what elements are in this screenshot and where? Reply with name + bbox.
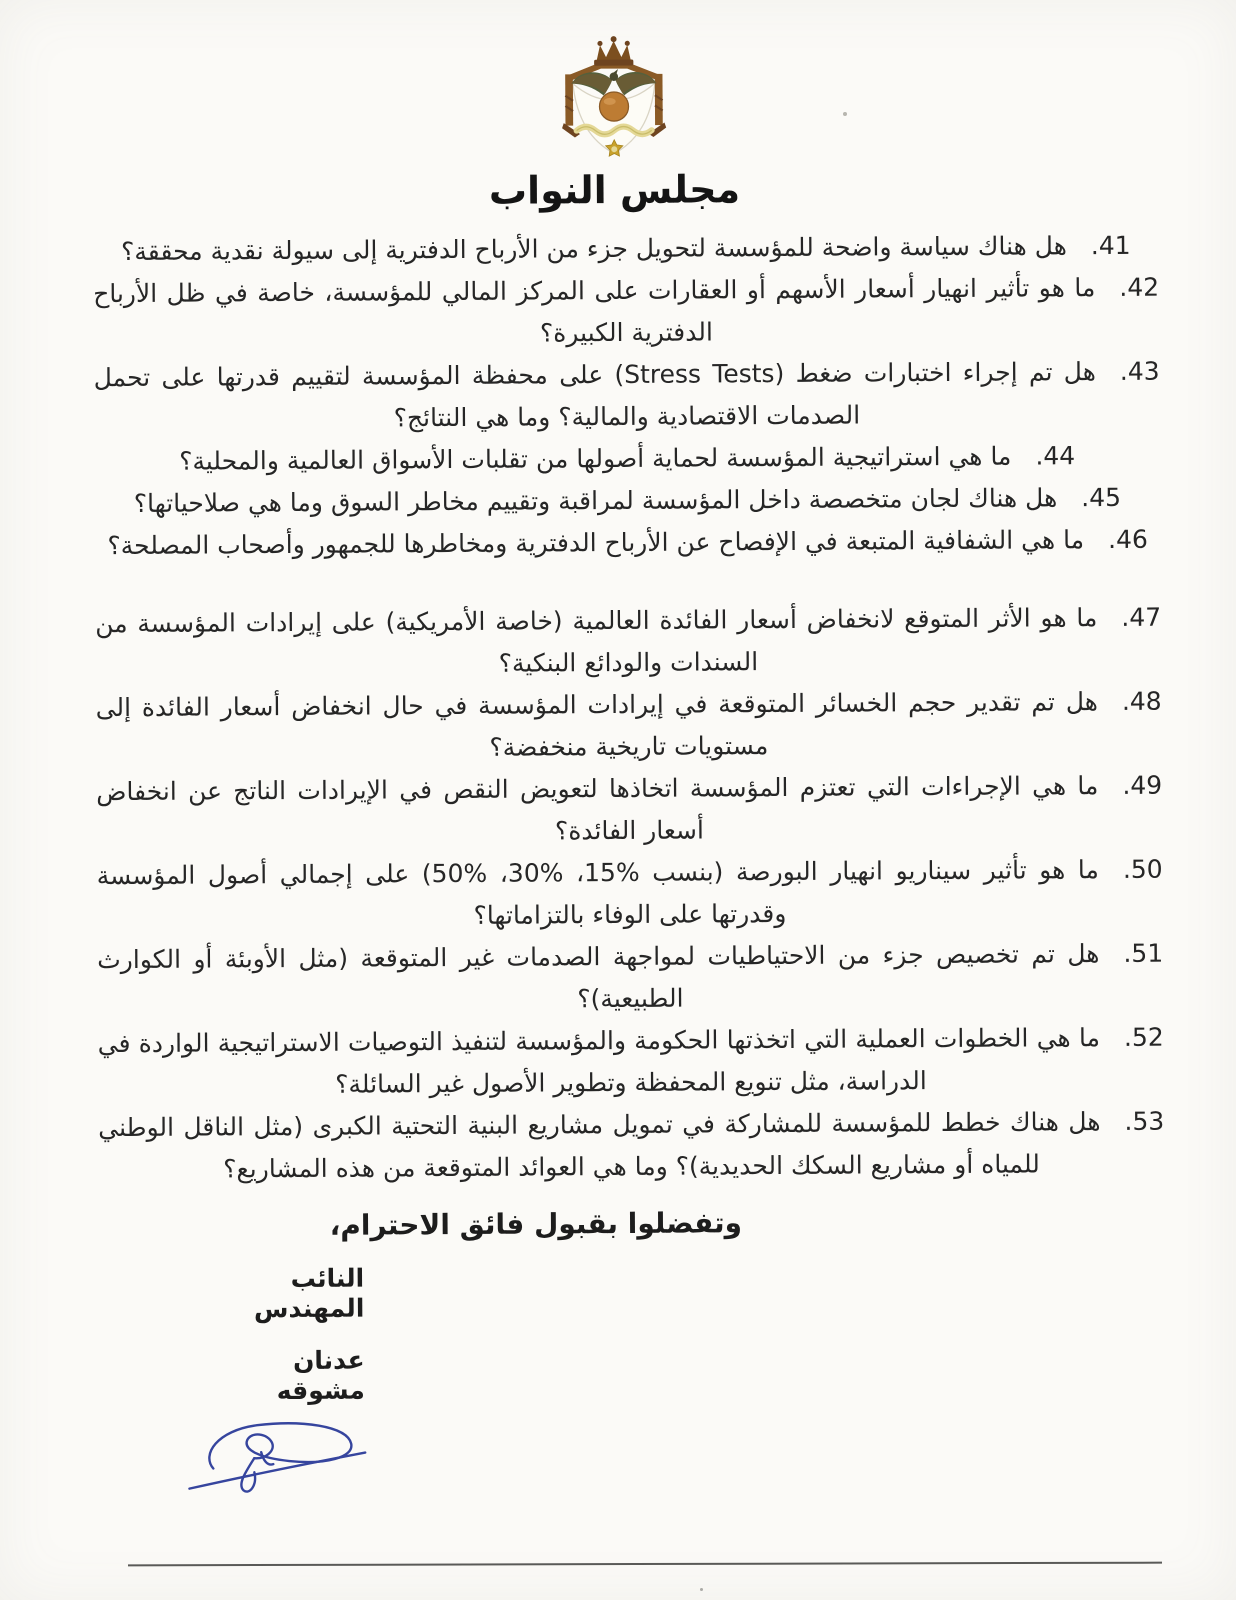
question-number: 52. bbox=[1123, 1022, 1164, 1052]
question-text: ما هي الخطوات العملية التي اتخذتها الحكومة والمؤسسة لتنفيذ التوصيات الاستراتيجية الواردة في الدراسة، مثل تنويع المحفظة وتطوير الأصول غير السائلة؟ bbox=[97, 1023, 1101, 1099]
question-number: 49. bbox=[1122, 770, 1163, 800]
scan-speck bbox=[700, 1588, 703, 1591]
question-text: هل هناك خطط للمؤسسة للمشاركة في تمويل مشاريع البنية التحتية الكبرى (مثل الناقل الوطني للمياه أو مشاريع السكك الحديدية)؟ وما هي العوائد المتوقعة من هذه المشاريع؟ bbox=[98, 1107, 1101, 1184]
question-number: 47. bbox=[1121, 602, 1162, 632]
question-text: هل تم تقدير حجم الخسائر المتوقعة في إيرادات المؤسسة في حال انخفاض أسعار الفائدة إلى مستويات تاريخية منخفضة؟ bbox=[95, 687, 1098, 762]
question-item bbox=[95, 519, 1161, 568]
question-text: ما هي الشفافية المتبعة في الإفصاح عن الأرباح الدفترية ومخاطرها للجمهور وأصحاب المصلحة؟ bbox=[107, 525, 1085, 561]
question-number: 46. bbox=[1108, 524, 1148, 555]
question-item bbox=[97, 849, 1163, 940]
question-number: 41. bbox=[1090, 230, 1131, 261]
jordan-royal-crest-icon bbox=[528, 33, 701, 162]
signatory-name: عدنان مشوقه bbox=[276, 1345, 365, 1406]
question-number: 42. bbox=[1119, 272, 1160, 302]
question-number: 45. bbox=[1081, 482, 1122, 513]
question-number: 51. bbox=[1123, 938, 1164, 968]
question-item bbox=[94, 477, 1160, 526]
question-number: 53. bbox=[1124, 1106, 1165, 1136]
question-item bbox=[98, 1101, 1164, 1192]
question-text: هل تم تخصيص جزء من الاحتياطيات لمواجهة الصدمات غير المتوقعة (مثل الأوبئة أو الكوارث الطبيعية)؟ bbox=[97, 939, 1100, 1014]
closing-salutation: وتفضلوا بقبول فائق الاحترام، bbox=[329, 1206, 743, 1242]
signature-block bbox=[194, 1264, 365, 1497]
question-item bbox=[95, 597, 1161, 688]
question-text: ما هو تأثير انهيار أسعار الأسهم أو العقارات على المركز المالي للمؤسسة، خاصة في ظل الأرباح الدفترية الكبيرة؟ bbox=[93, 273, 1096, 348]
handwritten-signature bbox=[183, 1407, 384, 1496]
question-text: ما هي استراتيجية المؤسسة لحماية أصولها من تقلبات الأسواق العالمية والمحلية؟ bbox=[179, 441, 1012, 476]
scan-speck bbox=[843, 112, 847, 116]
question-text: ما هي الإجراءات التي تعتزم المؤسسة اتخاذها لتعويض النقص في الإيرادات الناتج عن انخفاض أسعار الفائدة؟ bbox=[96, 771, 1099, 846]
question-item bbox=[98, 1017, 1164, 1108]
question-item bbox=[96, 681, 1162, 772]
question-item bbox=[94, 351, 1160, 442]
question-number: 48. bbox=[1121, 686, 1162, 716]
question-text: هل هناك لجان متخصصة داخل المؤسسة لمراقبة وتقييم مخاطر السوق وما هي صلاحياتها؟ bbox=[133, 483, 1058, 518]
question-text: هل هناك سياسة واضحة للمؤسسة لتحويل جزء من الأرباح الدفترية إلى سيولة نقدية محققة؟ bbox=[120, 231, 1067, 267]
letterhead bbox=[0, 0, 1233, 218]
question-number: 43. bbox=[1119, 356, 1160, 386]
organization-logotype: مجلس النواب bbox=[488, 167, 741, 213]
question-text: ما هو الأثر المتوقع لانخفاض أسعار الفائدة العالمية (خاصة الأمريكية) على إيرادات المؤسسة من السندات والودائع البنكية؟ bbox=[95, 603, 1098, 678]
question-item bbox=[93, 267, 1159, 358]
question-text: ما هو تأثير سيناريو انهيار البورصة (بنسب %15، %30، %50) على إجمالي أصول المؤسسة وقدرتها على الوفاء بالتزاماتها؟ bbox=[96, 855, 1099, 930]
question-item bbox=[93, 225, 1159, 274]
question-item bbox=[94, 435, 1160, 484]
question-item bbox=[96, 765, 1162, 856]
question-item bbox=[97, 933, 1163, 1024]
signatory-title: النائب المهندس bbox=[253, 1263, 365, 1324]
question-number: 44. bbox=[1035, 441, 1076, 471]
question-text: هل تم إجراء اختبارات ضغط (Stress Tests) على محفظة المؤسسة لتقييم قدرتها على تحمل الصدمات الاقتصادية والمالية؟ وما هي النتائج؟ bbox=[93, 357, 1096, 433]
questions-list bbox=[0, 210, 1236, 1192]
question-number: 50. bbox=[1122, 854, 1163, 884]
